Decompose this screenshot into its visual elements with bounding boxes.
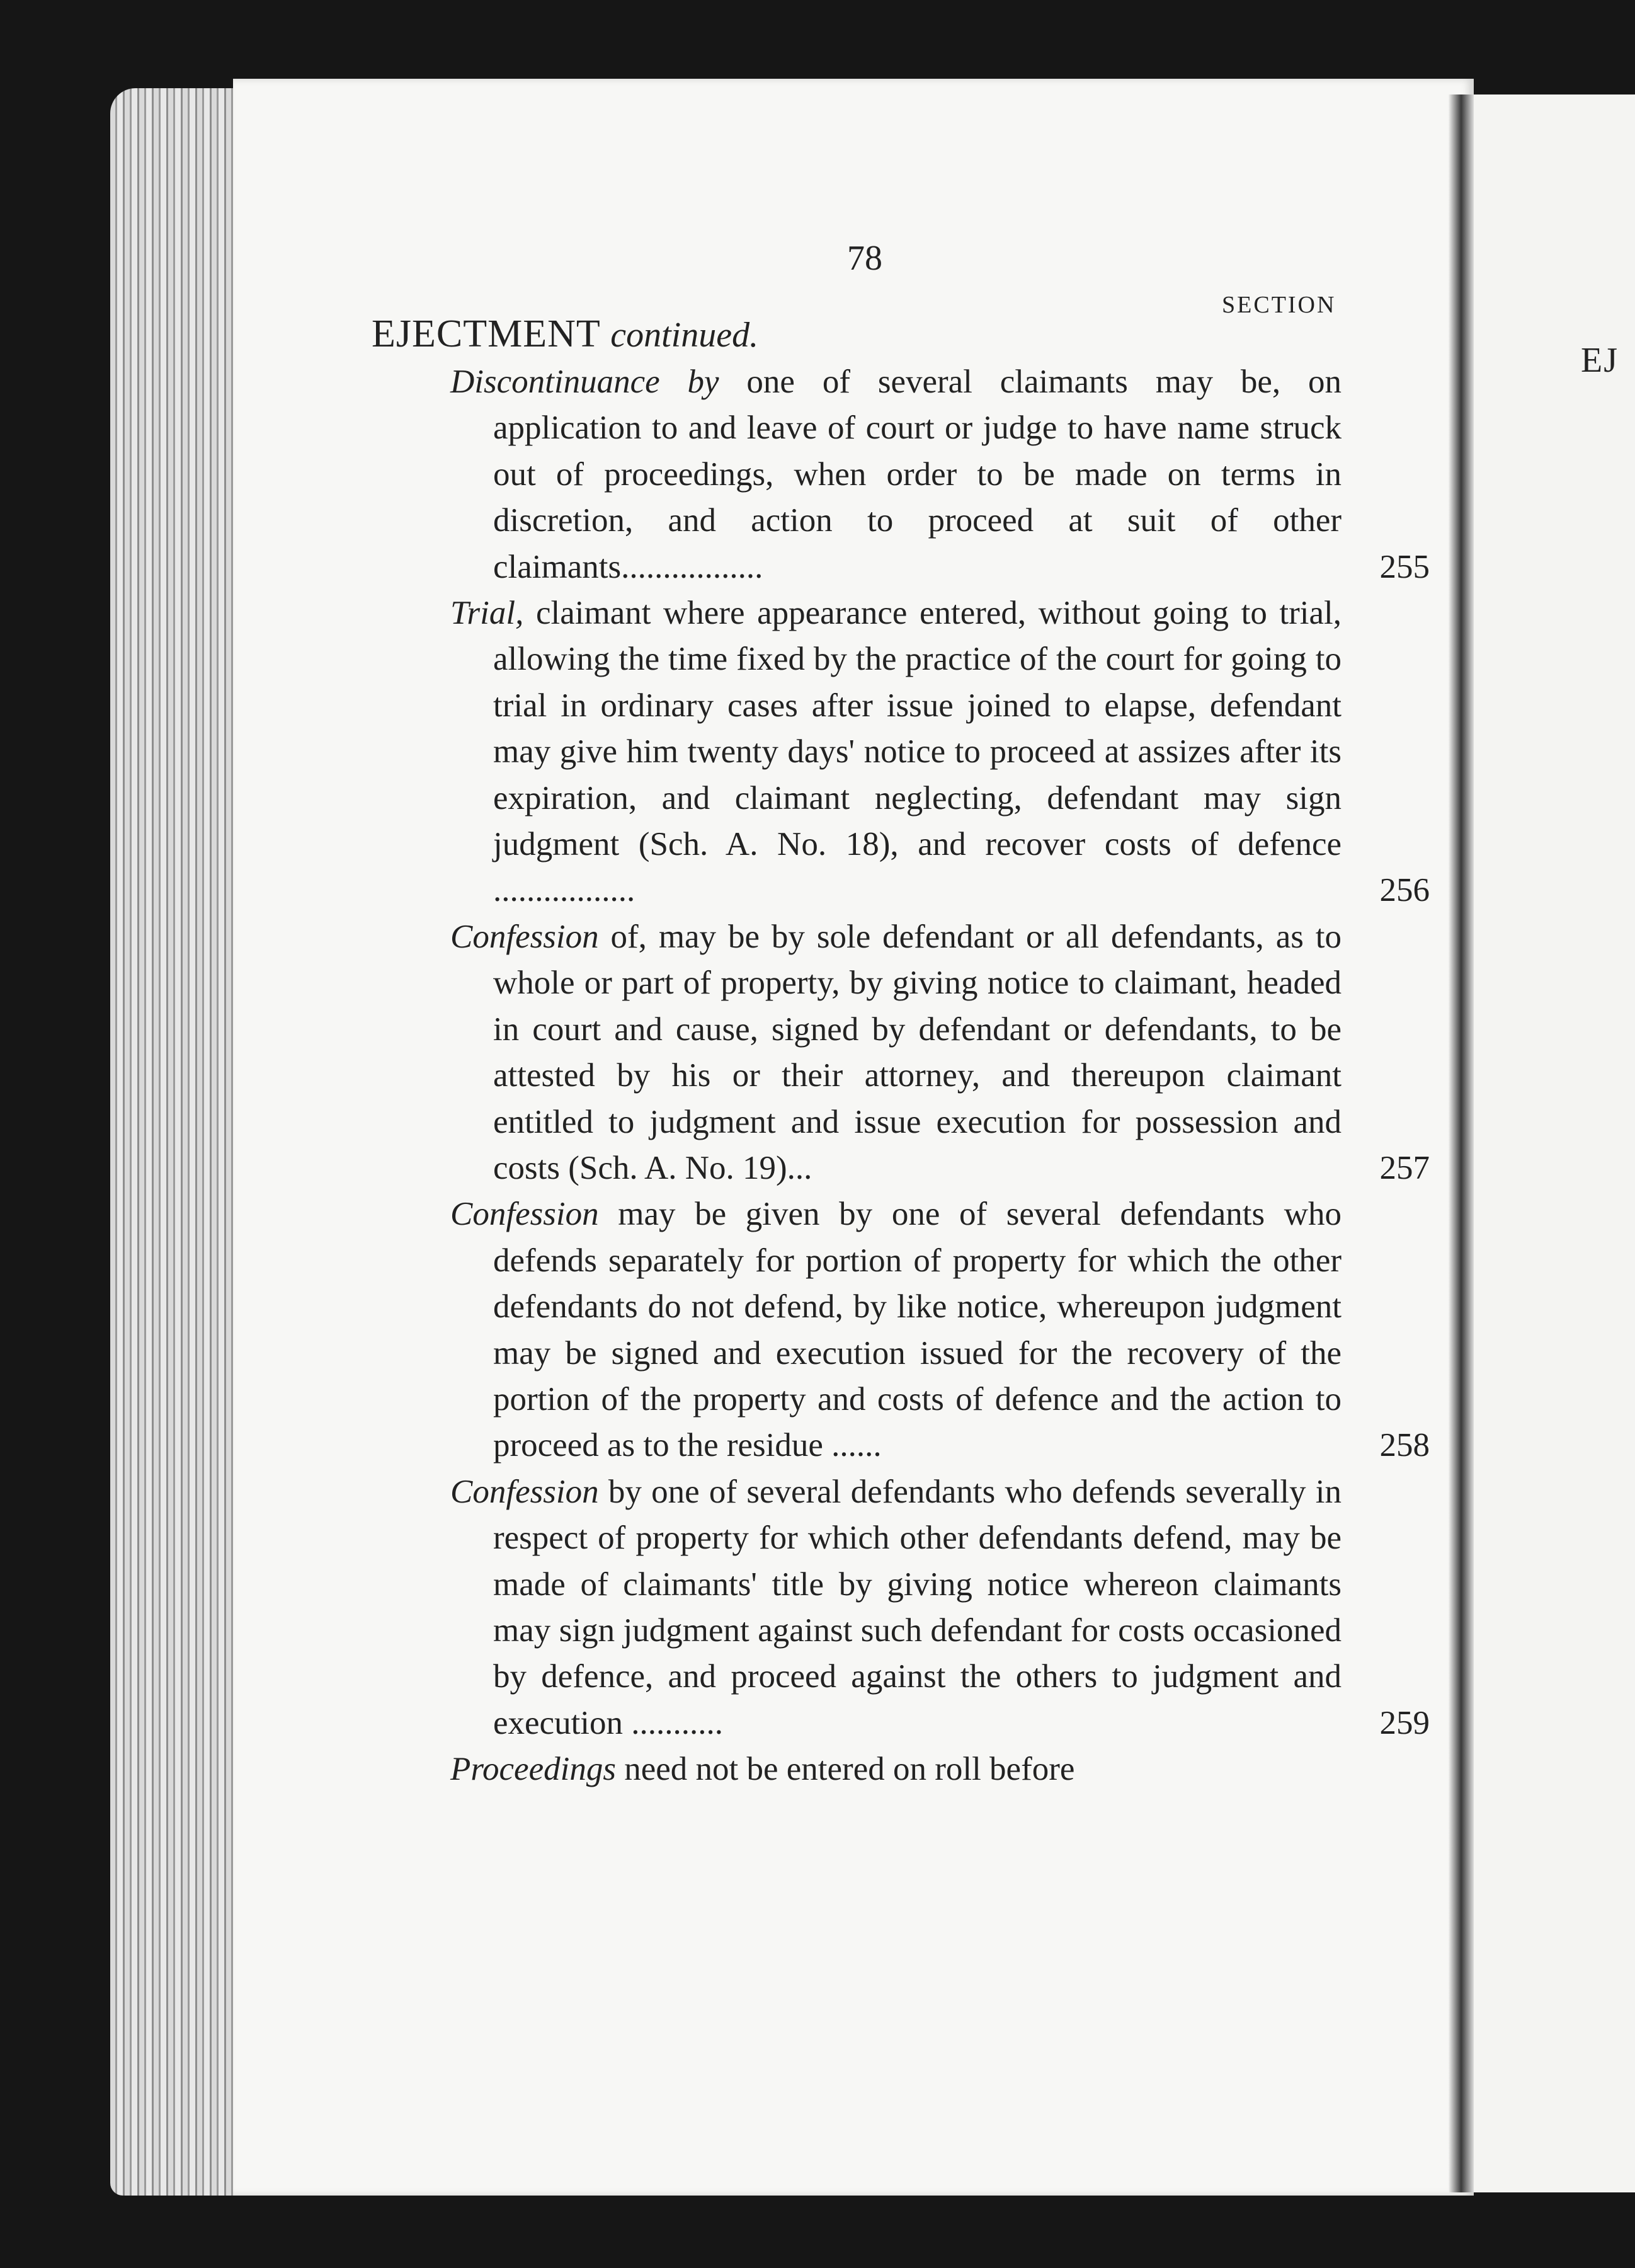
entry-text: by one of several defendants who defends severally in respect of property for which other defendants defend, may be made of claimants' title by giving notice whereon claimants may sign judgment against such defendant for costs occasioned by defence, and proceed against the others to judgment and execution ........... [493,1473,1342,1741]
facing-page [1474,94,1635,2192]
entry-lead: Confession [450,1473,599,1510]
heading-continued: continued. [610,316,759,355]
entry-lead: Discontinuance [450,364,660,400]
entry-lead: Trial, [450,595,524,632]
page-number: 78 [847,239,882,278]
entry-text: claimant where appearance entered, without going to trial, allowing the time fixed by the practice of the court for going to trial in ordinary cases after issue joined to elapse, defendant may give him twenty days' notice to proceed at assizes after its expiration, and claimant neglecting, defendant may sign judgment (Sch. A. No. 18), and recover costs of defence ................. [493,595,1342,909]
heading-title: EJECTMENT [372,312,601,355]
entry-text: one of several claimants may be, on application to and leave of court or judge to have name struck out of proceedings, when order to be made on terms in discretion, and action to proceed at suit of other claimants................. [493,364,1342,585]
index-entry [450,914,1430,1191]
index-entry [450,590,1430,914]
entry-section-number: 257 [1379,1149,1430,1186]
entry-text: may be given by one of several defendants who defends separately for portion of property for which the other defendants do not defend, by like notice, whereupon judgment may be signed and execution issued for the recovery of the portion of the property and costs of defence and the action to proceed as to the residue ...... [493,1196,1342,1464]
entry-text: need not be entered on roll before [615,1751,1075,1788]
section-column-label: SECTION [1222,292,1336,318]
index-entry [450,1469,1430,1746]
facing-page-heading-fragment: EJ [1581,341,1619,380]
entry-section-number: 259 [1379,1704,1430,1741]
entry-lead: Proceedings [450,1751,616,1788]
entry-lead: Confession [450,1196,599,1233]
index-entry [450,359,1430,590]
index-heading [372,312,758,357]
page-edge-stack [110,88,242,2196]
entry-text: of, may be by sole defendant or all defendants, as to whole or part of property, by giving notice to claimant, headed in court and cause, signed by defendant or defendants, to be attested by his or their attorney, and thereupon claimant entitled to judgment and issue execution for possession and costs (Sch. A. No. 19)... [493,918,1342,1186]
book-gutter [1449,94,1474,2192]
entry-section-number: 258 [1379,1427,1430,1464]
entry-section-number: 255 [1379,548,1430,585]
entry-lead: Confession [450,918,599,955]
index-entries [450,359,1430,1793]
index-entry [450,1746,1430,1792]
index-entry [450,1191,1430,1469]
entry-section-number: 256 [1379,872,1430,909]
entry-lead-tail: by [659,364,719,400]
